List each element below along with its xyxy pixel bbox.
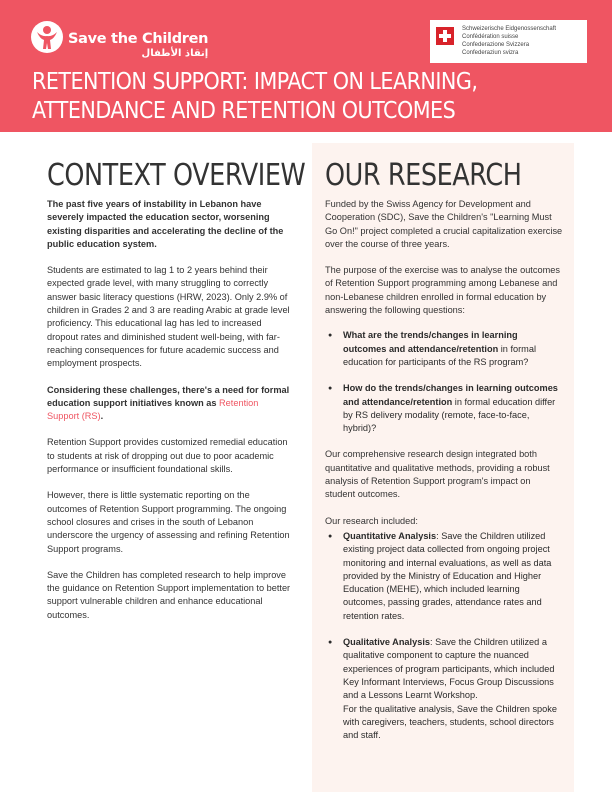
question-1-bold: What are the trends/changes in learning outcomes and attendance/retention: [343, 330, 518, 354]
method-2-extra: For the qualitative analysis, Save the Children spoke with caregivers, teachers, students, school directors and staff.: [343, 703, 557, 741]
context-paragraph-3: Retention Support provides customized remedial education to students at risk of dropping out due to poor academic performance or insufficient foundational skills.: [47, 437, 288, 475]
context-paragraph-1: Students are estimated to lag 1 to 2 years behind their expected grade level, with many struggling to correctly answer basic literacy questions (HRW, 2023). Only 2.9% of children in Grades 2 and 3 are reading Arabic at grade level proficiency. This educational lag has led to increased dropout rates and diminished student well-being, with far-reaching consequences for future academic success and employment prospects.: [47, 265, 290, 369]
research-heading: OUR RESEARCH: [325, 158, 522, 193]
page-title: [32, 67, 525, 125]
list-item: [325, 329, 563, 369]
context-heading: CONTEXT OVERVIEW: [47, 158, 306, 193]
question-2-rest: in formal education differ by RS delivery modality (remote, face-to-face, hybrid)?: [343, 396, 556, 434]
research-paragraph-3: Our comprehensive research design integrated both quantitative and qualitative methods, providing a robust analysis of Retention Support program's impact on student outcomes.: [325, 449, 550, 500]
title-line-1: RETENTION SUPPORT: IMPACT ON LEARNING,: [32, 67, 478, 95]
header-banner: [0, 0, 612, 132]
research-paragraph-4: Our research included:: [325, 515, 418, 526]
research-paragraph-1: Funded by the Swiss Agency for Development and Cooperation (SDC), Save the Children's "Learning Must Go On!" project completed a crucial capitalization exercise over the course of three years.: [325, 199, 563, 249]
context-paragraph-2: [47, 384, 291, 424]
swiss-line-3: Confederazione Svizzera: [462, 42, 530, 48]
context-paragraph-4: However, there is little systematic reporting on the outcomes of Retention Support programming. The ongoing school closures and crises in the south of Lebanon underscore the urgency of assessing and refining Retention Support programs.: [47, 490, 290, 554]
title-line-2: ATTENDANCE AND RETENTION OUTCOMES: [32, 96, 456, 124]
research-methods-list: [325, 530, 563, 742]
retention-support-link[interactable]: Retention Support (RS): [47, 397, 259, 422]
swiss-line-4: Confederaziun svizra: [462, 50, 519, 56]
research-questions-list: [325, 329, 563, 435]
swiss-flag-icon: [436, 27, 454, 45]
swiss-line-2: Confédération suisse: [462, 34, 519, 40]
logo-arabic: إنقاذ الأطفال: [141, 48, 209, 59]
method-1-bold: Quantitative Analysis: [343, 530, 437, 541]
save-the-children-logo: [30, 20, 208, 59]
list-item: [325, 382, 563, 435]
list-item: [325, 636, 563, 742]
list-item: [325, 530, 563, 623]
question-1-rest: in formal education for participants of the RS program?: [343, 343, 536, 367]
question-2-bold: How do the trends/changes in learning outcomes and attendance/retention: [343, 383, 558, 407]
swiss-confederation-logo: [430, 20, 587, 63]
research-paragraph-2: The purpose of the exercise was to analyse the outcomes of Retention Support programming among Lebanese and non-Lebanese children enrolled in formal education by answering the following questions:: [325, 265, 560, 316]
context-p2-end: .: [100, 411, 104, 422]
method-1-rest: : Save the Children utilized existing project data collected from ongoing project monitoring and internal evaluations, as well as data provided by the Ministry of Education and Higher Education (MEHE), which included learning outcomes, passing grades, attendance rates and retention rates.: [343, 530, 552, 621]
method-2-bold: Qualitative Analysis: [343, 637, 430, 648]
context-lead: The past five years of instability in Lebanon have severely impacted the education sector, worsening existing disparities and accelerating the decline of the public education system.: [47, 199, 284, 249]
context-p2-bold: Considering these challenges, there's a need for formal education support initiatives known as: [47, 384, 290, 408]
method-2-rest: : Save the Children utilized a qualitative component to capture the nuanced experiences of program participants, which included Key Informant Interviews, Focus Group Discussions and a Lessons Learnt Workshop.: [343, 637, 555, 701]
our-research-section: [325, 158, 563, 755]
context-overview-section: [47, 158, 306, 622]
swiss-line-1: Schweizerische Eidgenossenschaft: [462, 26, 557, 32]
child-figure-icon: [30, 20, 64, 54]
logo-name: Save the Children: [68, 31, 209, 47]
context-paragraph-5: Save the Children has completed research to help improve the guidance on Retention Support implementation to better support vulnerable children and enhance educational outcomes.: [47, 569, 291, 620]
